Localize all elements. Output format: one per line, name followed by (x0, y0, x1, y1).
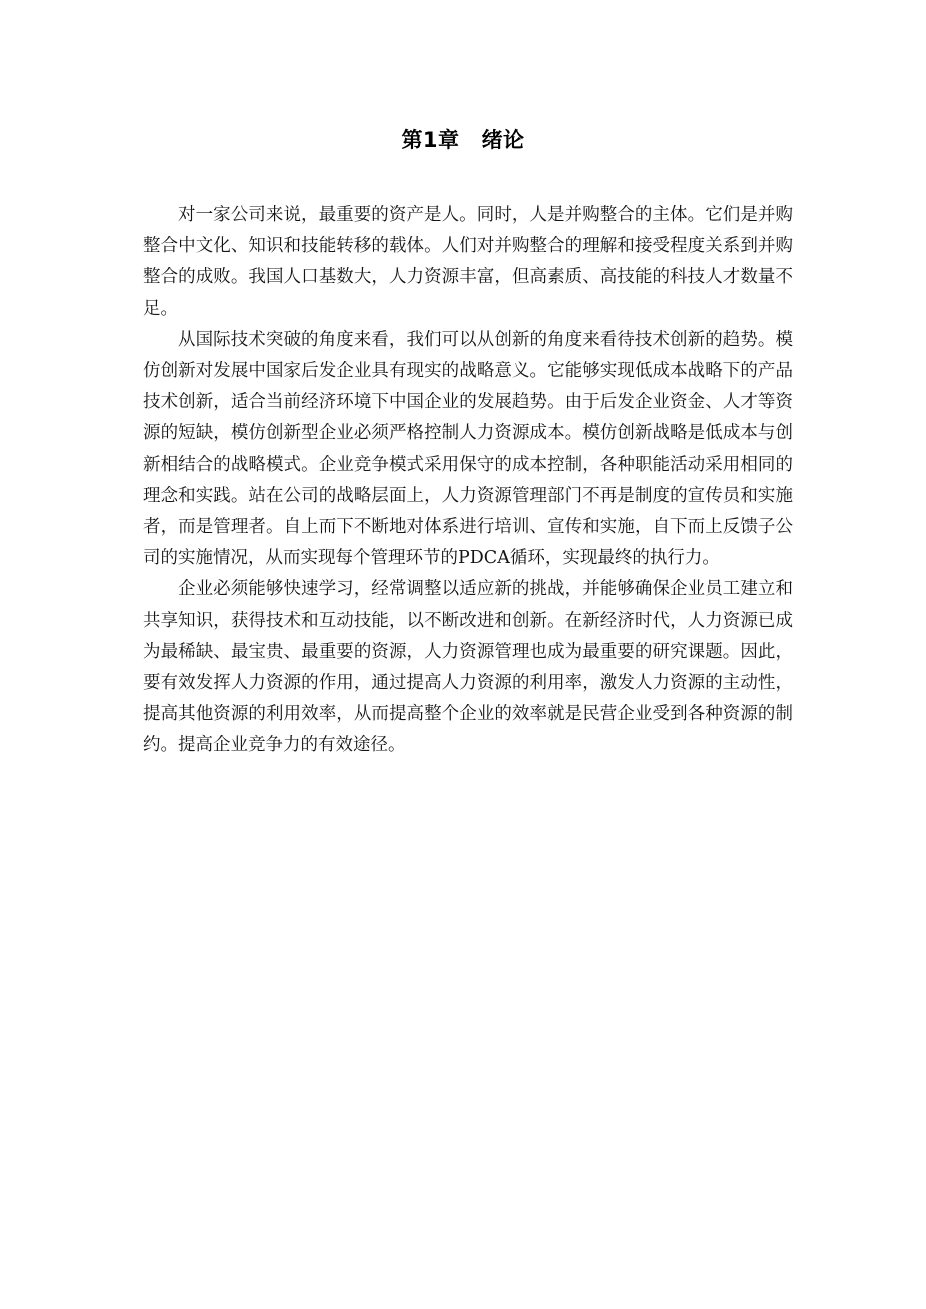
chapter-title: 绪论 (481, 128, 525, 152)
paragraph-2: 从国际技术突破的角度来看，我们可以从创新的角度来看待技术创新的趋势。模仿创新对发展中国家后发企业具有现实的战略意义。它能够实现低成本战略下的产品技术创新，适合当前经济环境下中国企业的发展趋势。由于后发企业资金、人才等资源的短缺，模仿创新型企业必须严格控制人力资源成本。模仿创新战略是低成本与创新相结合的战略模式。企业竞争模式采用保守的成本控制，各种职能活动采用相同的理念和实践。站在公司的战略层面上，人力资源管理部门不再是制度的宣传员和实施者，而是管理者。自上而下不断地对体系进行培训、宣传和实施，自下而上反馈子公司的实施情况，从而实现每个管理环节的PDCA循环，实现最终的执行力。 (143, 329, 793, 569)
chapter-number: 第1章 (401, 128, 460, 152)
body-text (143, 200, 793, 762)
chapter-heading (0, 124, 926, 154)
paragraph-1: 对一家公司来说，最重要的资产是人。同时，人是并购整合的主体。它们是并购整合中文化、知识和技能转移的载体。人们对并购整合的理解和接受程度关系到并购整合的成败。我国人口基数大，人力资源丰富，但高素质、高技能的科技人才数量不足。 (143, 205, 793, 319)
paragraph-3: 企业必须能够快速学习，经常调整以适应新的挑战，并能够确保企业员工建立和共享知识，获得技术和互动技能，以不断改进和创新。在新经济时代，人力资源已成为最稀缺、最宝贵、最重要的资源，人力资源管理也成为最重要的研究课题。因此，要有效发挥人力资源的作用，通过提高人力资源的利用率，激发人力资源的主动性，提高其他资源的利用效率，从而提高整个企业的效率就是民营企业受到各种资源的制约。提高企业竞争力的有效途径。 (143, 579, 793, 756)
